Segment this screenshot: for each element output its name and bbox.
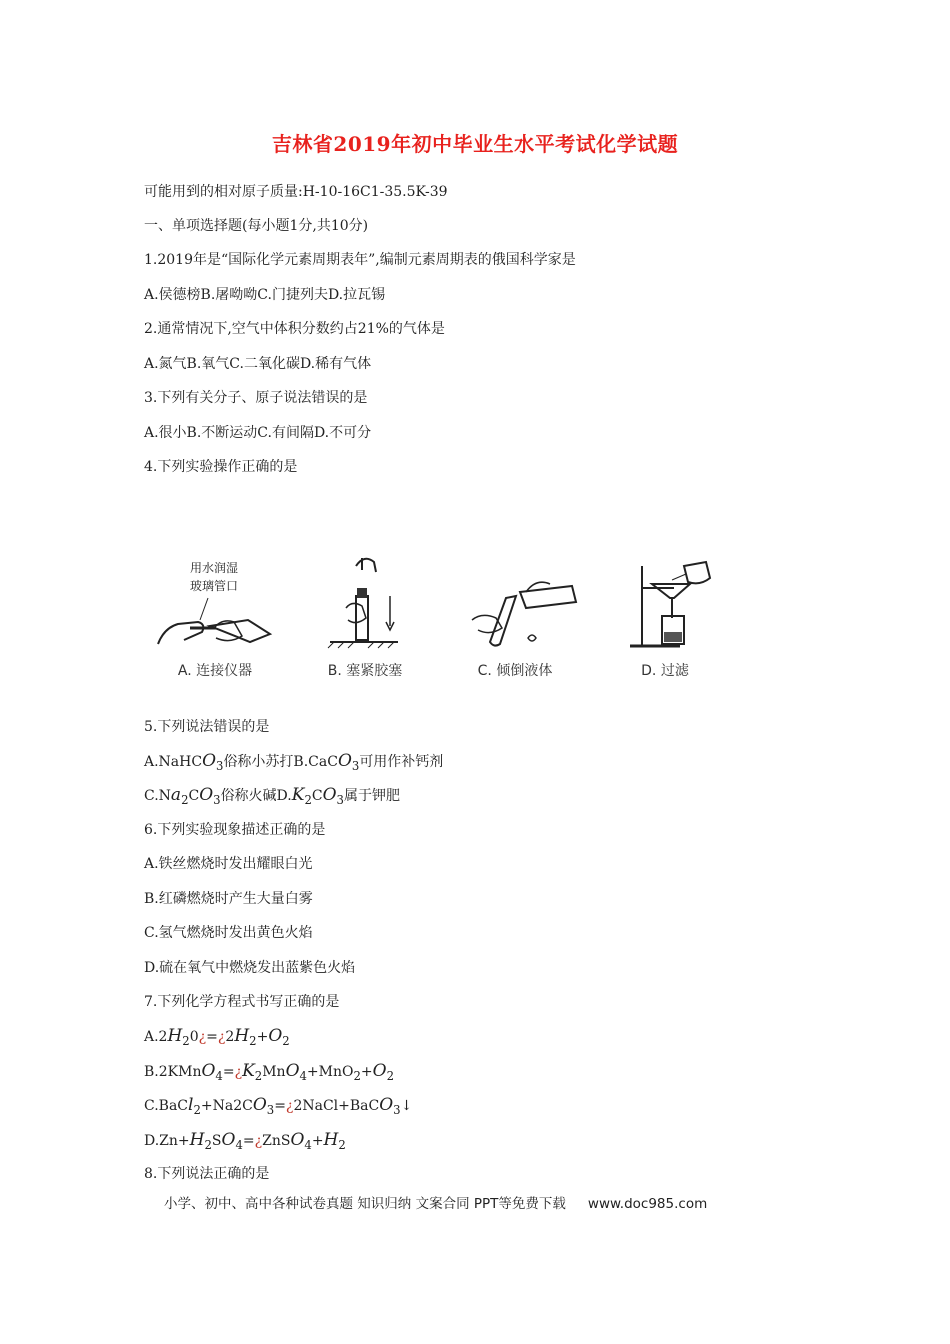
figure-a (150, 548, 280, 688)
question-6-option-d: D.硫在氧气中燃烧发出蓝紫色火焰 (144, 960, 356, 976)
figure-a-annotation-1: 用水润湿 (190, 561, 239, 575)
question-7-option-d: $D.Zn+H_2SO_4=¿ZnSO_4+H_2$ (144, 1130, 346, 1152)
question-7-option-c: $C.BaCl_2+Na2CO_3=¿2NaCl+BaCO_3↓$ (144, 1095, 413, 1117)
experiment-figures (150, 548, 730, 688)
figure-d-drawing (600, 548, 730, 658)
document-title: 吉林省2019年初中毕业生水平考试化学试题 (271, 132, 679, 156)
question-7-option-b: $B.2KMnO_4=¿K_2MnO_4+MnO_2+O_2$ (144, 1061, 394, 1083)
figure-d (600, 548, 730, 688)
question-2-stem: 2.通常情况下,空气中体积分数约占21%的气体是 (144, 321, 445, 337)
question-5-options-ab: A.NaHCO$_3$俗称小苏打B.CaCO$_3$可用作补钙剂 (144, 751, 444, 773)
figure-d-caption: D. 过滤 (641, 663, 689, 679)
figure-a-caption: A. 连接仪器 (177, 663, 253, 679)
footer-text: 小学、初中、高中各种试卷真题 知识归纳 文案合同 PPT等免费下载 (164, 1196, 566, 1212)
figure-c-caption: C. 倾倒液体 (477, 663, 553, 679)
question-1-stem: 1.2019年是“国际化学元素周期表年”,编制元素周期表的俄国科学家是 (144, 252, 576, 268)
question-4-stem: 4.下列实验操作正确的是 (144, 459, 298, 475)
section-heading: 一、单项选择题(每小题1分,共10分) (144, 218, 369, 234)
figure-c (450, 548, 580, 688)
question-7-stem: 7.下列化学方程式书写正确的是 (144, 994, 340, 1010)
question-6-option-b: B.红磷燃烧时产生大量白雾 (144, 891, 313, 907)
question-8-stem: 8.下列说法正确的是 (144, 1166, 270, 1182)
question-5-options-cd: $C.Na_2CO_3$俗称火碱$D.K_2CO_3$属于钾肥 (144, 785, 400, 807)
figure-b-drawing (300, 548, 430, 658)
question-7-option-a: $A.2H_20¿=¿2H_2+O_2$ (144, 1026, 290, 1048)
question-6-option-a: A.铁丝燃烧时发出耀眼白光 (144, 856, 313, 872)
question-6-option-c: C.氢气燃烧时发出黄色火焰 (144, 925, 313, 941)
figure-c-drawing (450, 548, 580, 658)
question-5-stem: 5.下列说法错误的是 (144, 719, 270, 735)
page-footer (164, 1192, 707, 1212)
figure-a-drawing (150, 548, 280, 658)
figure-b-caption: B. 塞紧胶塞 (327, 663, 403, 679)
atomic-mass-line: 可能用到的相对原子质量:H-10-16C1-35.5K-39 (144, 184, 448, 200)
question-6-stem: 6.下列实验现象描述正确的是 (144, 822, 326, 838)
question-2-options: A.氮气B.氧气C.二氧化碳D.稀有气体 (144, 356, 372, 372)
question-3-stem: 3.下列有关分子、原子说法错误的是 (144, 390, 368, 406)
footer-site-link[interactable]: www.doc985.com (587, 1196, 708, 1212)
question-3-options: A.很小B.不断运动C.有间隔D.不可分 (144, 425, 372, 441)
figure-b (300, 548, 430, 688)
question-1-options: A.侯德榜B.屠呦呦C.门捷列夫D.拉瓦锡 (144, 287, 386, 303)
figure-a-annotation-2: 玻璃管口 (190, 579, 239, 593)
